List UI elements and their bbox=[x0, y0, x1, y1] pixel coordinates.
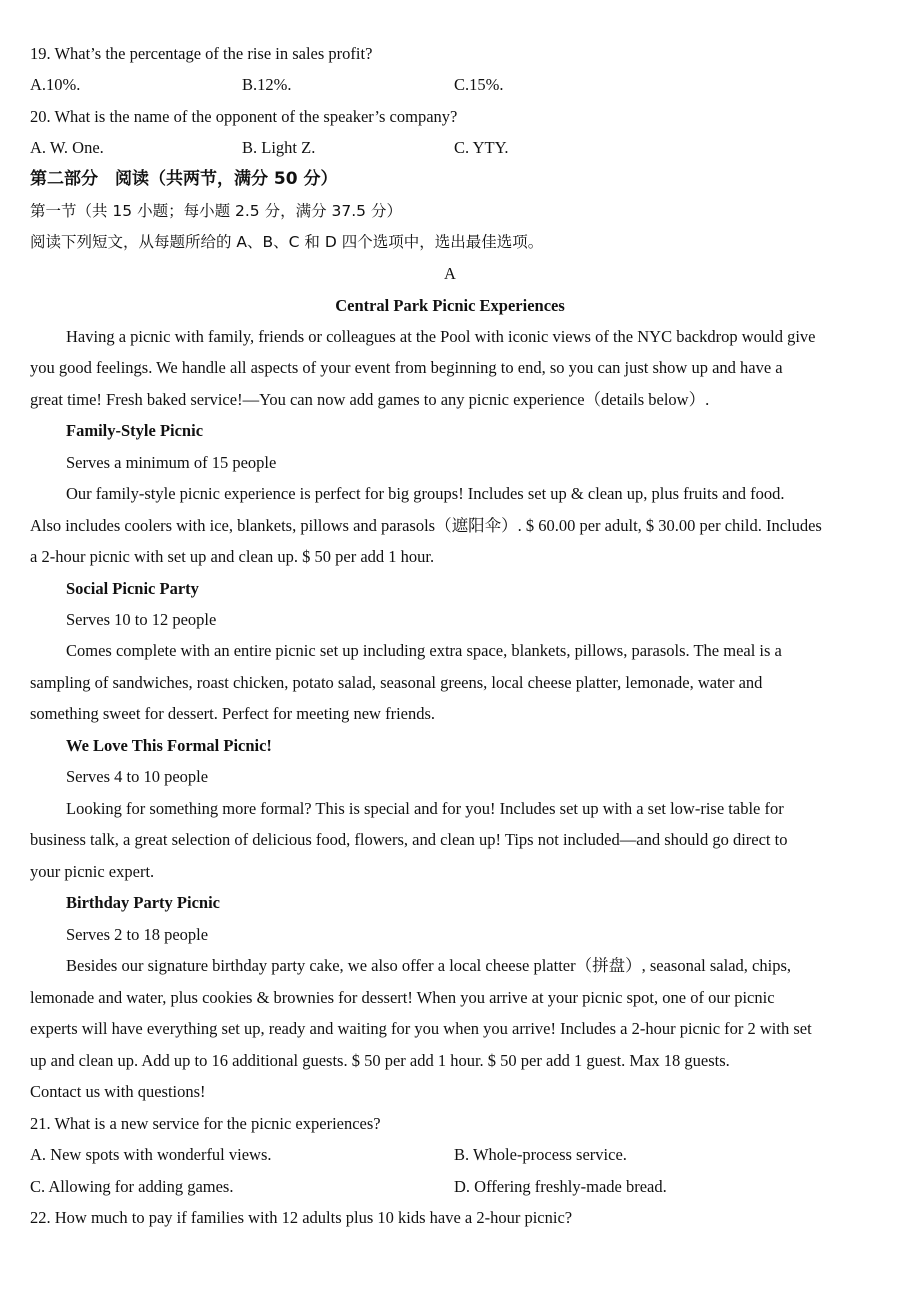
section-title: 第一节（共 15 小题；每小题 2.5 分，满分 37.5 分） bbox=[30, 202, 402, 220]
q22-stem: 22. How much to pay if families with 12 adults plus 10 kids have a 2-hour picnic? bbox=[30, 1208, 573, 1227]
q19-option-c: C.15%. bbox=[454, 75, 504, 94]
social-line: something sweet for dessert. Perfect for meeting new friends. bbox=[30, 704, 436, 723]
passage-title: Central Park Picnic Experiences bbox=[335, 296, 565, 315]
social-line: Comes complete with an entire picnic set up including extra space, blankets, pillows, parasols. The meal is a bbox=[66, 641, 782, 660]
birthday-line: experts will have everything set up, ready and waiting for you when you arrive! Includes a 2-hour picnic for 2 with set bbox=[30, 1019, 812, 1038]
birthday-line: lemonade and water, plus cookies & brownies for dessert! When you arrive at your picnic spot, one of our picnic bbox=[30, 988, 775, 1007]
q21-stem: 21. What is a new service for the picnic experiences? bbox=[30, 1114, 381, 1133]
passage-letter: A bbox=[444, 264, 456, 283]
social-line: sampling of sandwiches, roast chicken, potato salad, seasonal greens, local cheese platter, lemonade, water and bbox=[30, 673, 763, 692]
contact-line: Contact us with questions! bbox=[30, 1082, 206, 1101]
intro-line: Having a picnic with family, friends or colleagues at the Pool with iconic views of the NYC backdrop would give bbox=[66, 327, 816, 346]
q21-option-a: A. New spots with wonderful views. bbox=[30, 1145, 272, 1164]
q21-option-b: B. Whole-process service. bbox=[454, 1145, 627, 1164]
formal-line: your picnic expert. bbox=[30, 862, 155, 881]
family-line: a 2-hour picnic with set up and clean up. $ 50 per add 1 hour. bbox=[30, 547, 435, 566]
formal-line: business talk, a great selection of delicious food, flowers, and clean up! Tips not included—and should go direct to bbox=[30, 830, 788, 849]
family-title: Family-Style Picnic bbox=[66, 421, 204, 440]
formal-serves: Serves 4 to 10 people bbox=[66, 767, 209, 786]
intro-line: you good feelings. We handle all aspects of your event from beginning to end, so you can just show up and have a bbox=[30, 358, 783, 377]
instruction: 阅读下列短文，从每题所给的 A、B、C 和 D 四个选项中，选出最佳选项。 bbox=[30, 233, 544, 251]
birthday-serves: Serves 2 to 18 people bbox=[66, 925, 209, 944]
q20-stem: 20. What is the name of the opponent of the speaker’s company? bbox=[30, 107, 458, 126]
formal-line: Looking for something more formal? This is special and for you! Includes set up with a set low-rise table for bbox=[66, 799, 784, 818]
q19-stem: 19. What’s the percentage of the rise in sales profit? bbox=[30, 44, 373, 63]
birthday-title: Birthday Party Picnic bbox=[66, 893, 220, 912]
social-title: Social Picnic Party bbox=[66, 579, 199, 598]
q20-option-b: B. Light Z. bbox=[242, 138, 316, 157]
intro-line: great time! Fresh baked service!—You can now add games to any picnic experience（details below）. bbox=[30, 390, 710, 409]
q20-option-a: A. W. One. bbox=[30, 138, 104, 157]
social-serves: Serves 10 to 12 people bbox=[66, 610, 217, 629]
family-serves: Serves a minimum of 15 people bbox=[66, 453, 277, 472]
birthday-line: up and clean up. Add up to 16 additional guests. $ 50 per add 1 hour. $ 50 per add 1 guest. Max 18 guests. bbox=[30, 1051, 730, 1070]
family-line: Also includes coolers with ice, blankets, pillows and parasols（遮阳伞）. $ 60.00 per adult, $ 30.00 per child. Includes bbox=[30, 516, 822, 535]
family-line: Our family-style picnic experience is perfect for big groups! Includes set up & clean up, plus fruits and food. bbox=[66, 484, 785, 503]
formal-title: We Love This Formal Picnic! bbox=[66, 736, 272, 755]
q19-option-a: A.10%. bbox=[30, 75, 81, 94]
q21-option-d: D. Offering freshly-made bread. bbox=[454, 1177, 667, 1196]
birthday-line: Besides our signature birthday party cake, we also offer a local cheese platter（拼盘）, seasonal salad, chips, bbox=[66, 956, 791, 975]
q20-option-c: C. YTY. bbox=[454, 138, 509, 157]
part-title: 第二部分 阅读（共两节，满分 50 分） bbox=[30, 169, 338, 189]
q19-option-b: B.12%. bbox=[242, 75, 292, 94]
q21-option-c: C. Allowing for adding games. bbox=[30, 1177, 234, 1196]
